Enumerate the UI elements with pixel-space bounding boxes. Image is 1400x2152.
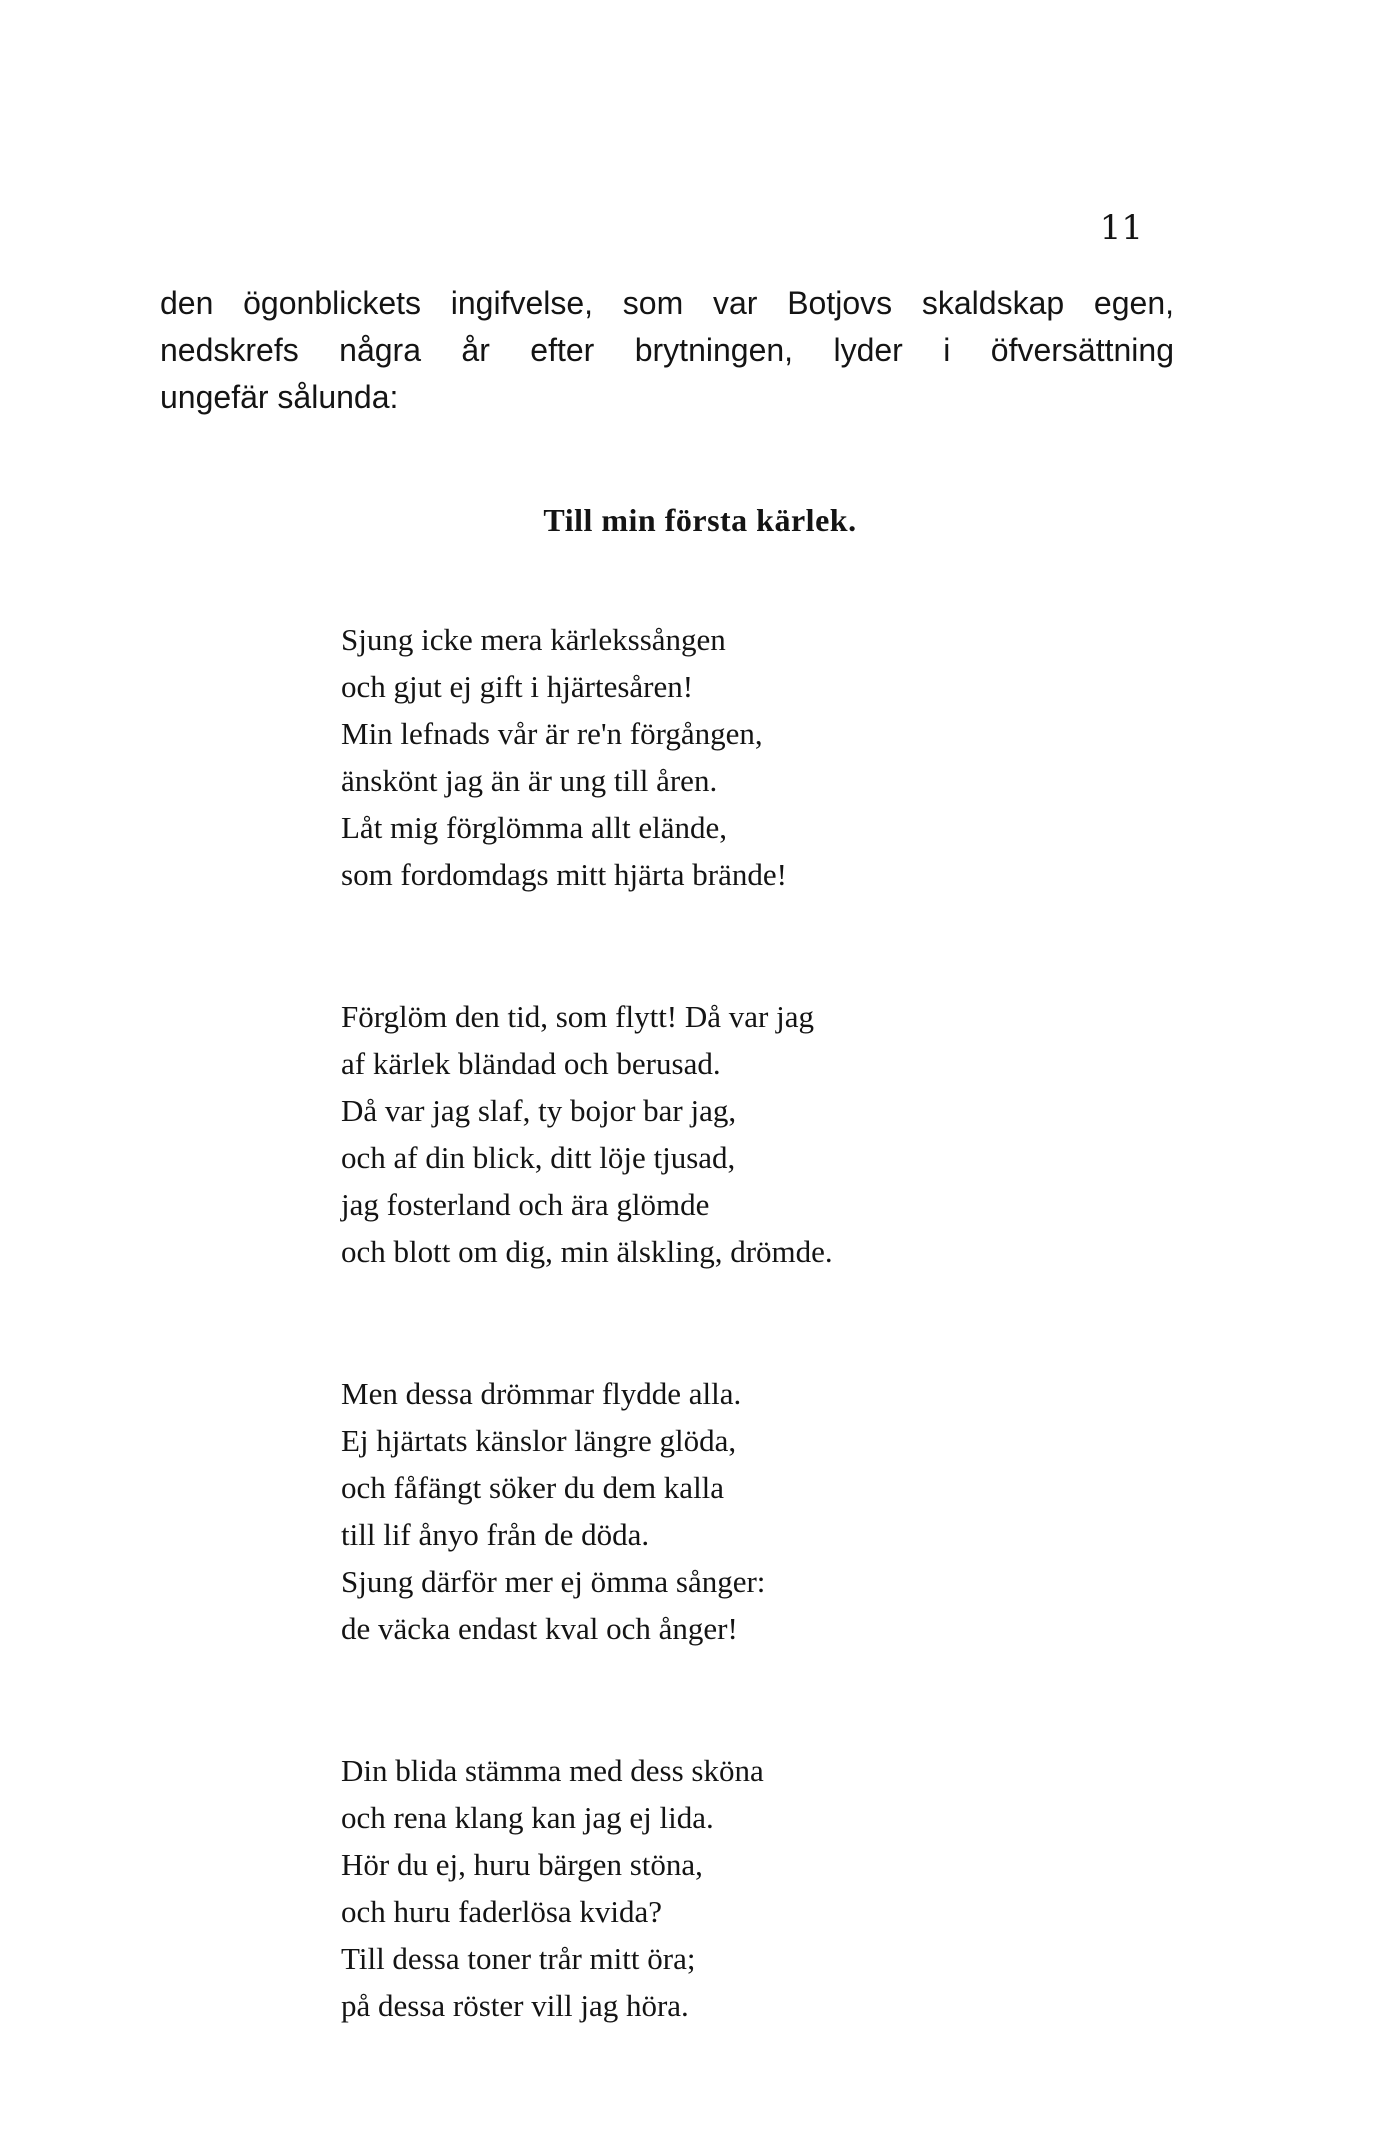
verse-line: änskönt jag än är ung till åren. xyxy=(341,763,718,798)
poem-title: Till min första kärlek. xyxy=(543,502,857,538)
verse-line: Min lefnads vår är re'n förgången, xyxy=(341,716,763,751)
verse-line: Sjung därför mer ej ömma sånger: xyxy=(341,1564,766,1599)
verse-line: Sjung icke mera kärlekssången xyxy=(341,622,726,657)
verse-line: de väcka endast kval och ånger! xyxy=(341,1611,738,1646)
verse-line: Då var jag slaf, ty bojor bar jag, xyxy=(341,1093,737,1128)
intro-line: ungefär sålunda: xyxy=(160,379,399,415)
verse-line: jag fosterland och ära glömde xyxy=(341,1187,710,1222)
verse-line: som fordomdags mitt hjärta brände! xyxy=(341,857,787,892)
verse-line: Din blida stämma med dess sköna xyxy=(341,1753,764,1788)
intro-line: nedskrefs några år efter brytningen, lyder i öfversättning xyxy=(160,332,1174,368)
stanza-2 xyxy=(341,993,1101,1275)
poem-body xyxy=(341,616,1101,2124)
stanza-1 xyxy=(341,616,1101,898)
verse-line: och huru faderlösa kvida? xyxy=(341,1894,663,1929)
stanza-4 xyxy=(341,1747,1101,2029)
verse-line: på dessa röster vill jag höra. xyxy=(341,1988,689,2023)
verse-line: och fåfängt söker du dem kalla xyxy=(341,1470,725,1505)
verse-line: till lif ånyo från de döda. xyxy=(341,1517,650,1552)
verse-line: Till dessa toner trår mitt öra; xyxy=(341,1941,696,1976)
verse-line: och gjut ej gift i hjärtesåren! xyxy=(341,669,694,704)
verse-line: Men dessa drömmar flydde alla. xyxy=(341,1376,742,1411)
verse-line: och af din blick, ditt löje tjusad, xyxy=(341,1140,736,1175)
intro-paragraph xyxy=(160,280,1174,421)
intro-line: den ögonblickets ingifvelse, som var Botjovs skaldskap egen, xyxy=(160,285,1174,321)
verse-line: Låt mig förglömma allt elände, xyxy=(341,810,727,845)
verse-line: Hör du ej, huru bärgen stöna, xyxy=(341,1847,703,1882)
verse-line: af kärlek bländad och berusad. xyxy=(341,1046,721,1081)
stanza-3 xyxy=(341,1370,1101,1652)
verse-line: och rena klang kan jag ej lida. xyxy=(341,1800,714,1835)
verse-line: Ej hjärtats känslor längre glöda, xyxy=(341,1423,737,1458)
page-number: 11 xyxy=(1099,208,1143,248)
verse-line: Förglöm den tid, som flytt! Då var jag xyxy=(341,999,814,1034)
verse-line: och blott om dig, min älskling, drömde. xyxy=(341,1234,833,1269)
